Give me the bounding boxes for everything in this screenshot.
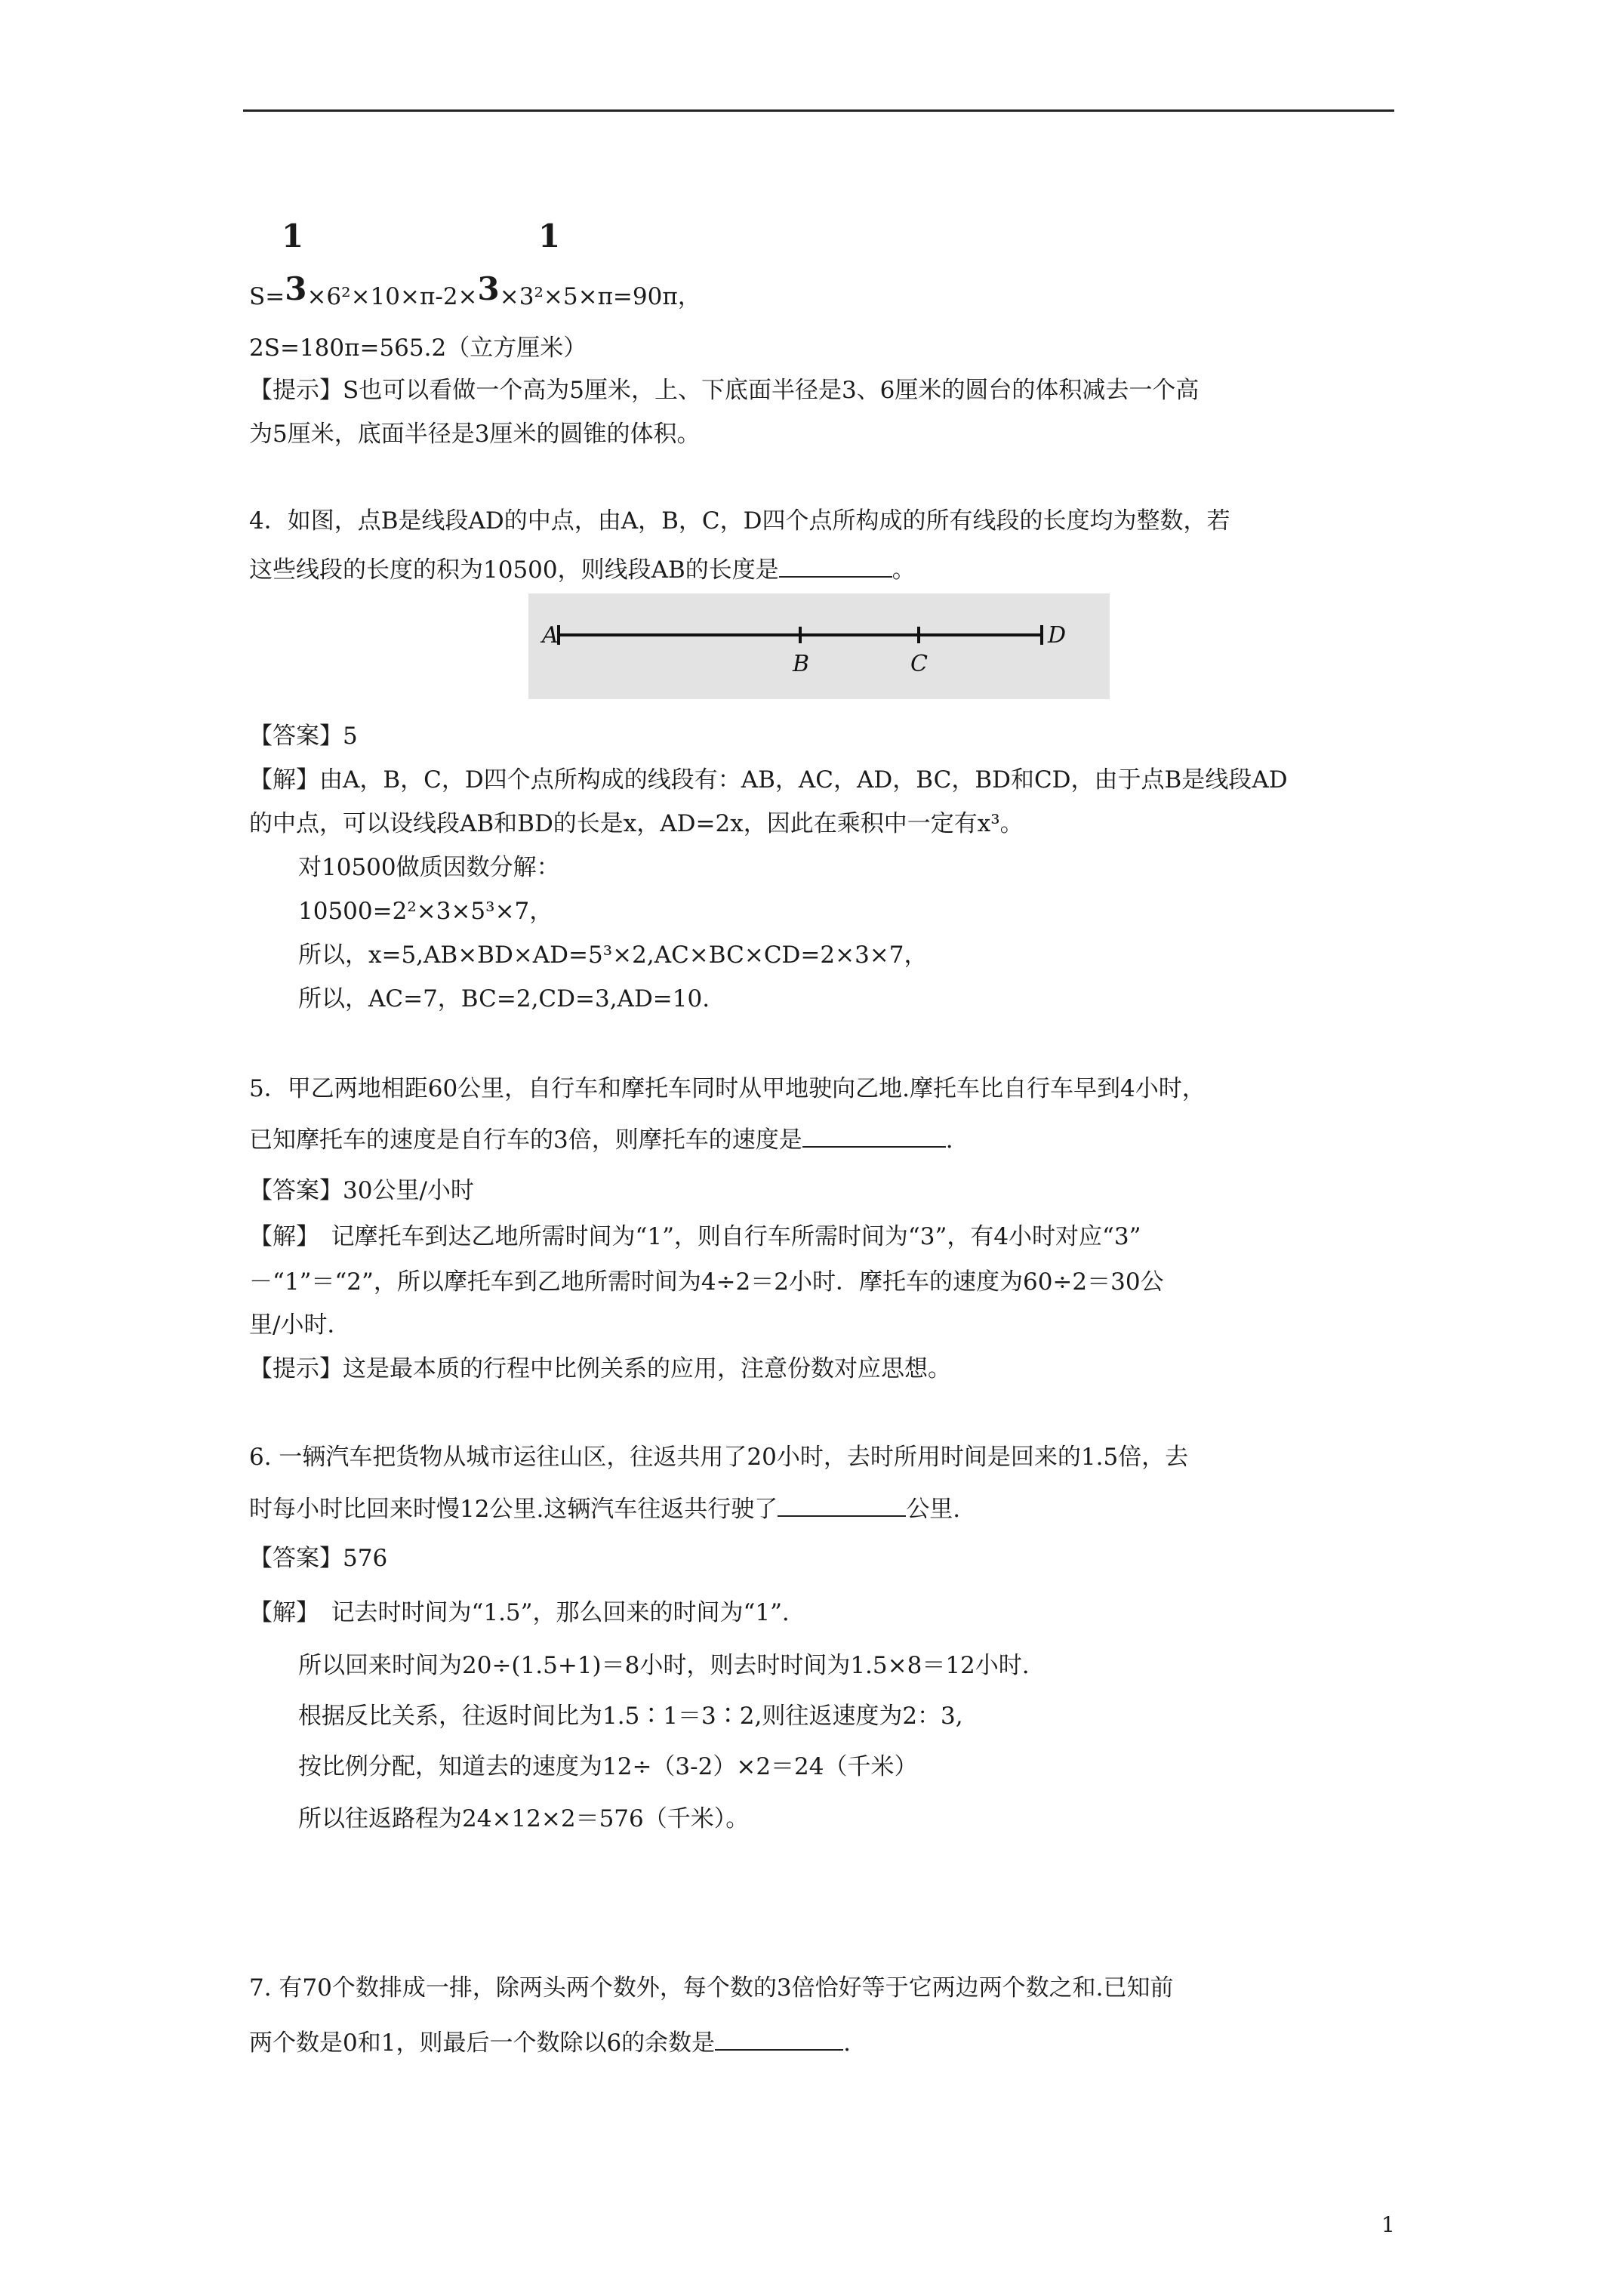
solution-4-line-1: 【解】由A，B，C，D四个点所构成的线段有：AB，AC，AD，BC，BD和CD，由于点B是线段AD [249, 766, 1288, 794]
fraction-1-numerator: 1 [282, 217, 304, 254]
line-segment-figure [528, 593, 1110, 699]
solution-4-line-4: 10500=2²×3×5³×7， [298, 898, 553, 925]
solution-4-line-6: 所以，AC=7，BC=2,CD=3,AD=10. [298, 985, 710, 1012]
hint-5: 【提示】这是最本质的行程中比例关系的应用，注意份数对应思想。 [249, 1355, 951, 1382]
solution-6-line-3: 根据反比关系，往返时间比为1.5∶1＝3∶2,则往返速度为2：3, [298, 1703, 963, 1730]
question-7-text: 两个数是0和1，则最后一个数除以6的余数是 [249, 2029, 716, 2057]
solution-6-line-4: 按比例分配，知道去的速度为12÷（3-2）×2＝24（千米） [298, 1753, 918, 1780]
solution-6-line-5: 所以往返路程为24×12×2＝576（千米）。 [298, 1805, 750, 1832]
solution-5-line-3: 里/小时． [249, 1311, 351, 1339]
double-volume-line: 2S=180π=565.2（立方厘米） [249, 334, 587, 362]
solution-4-line-2: 的中点，可以设线段AB和BD的长是x，AD=2x，因此在乘积中一定有x³。 [249, 810, 1024, 837]
solution-4-line-5: 所以，x=5,AB×BD×AD=5³×2,AC×BC×CD=2×3×7， [298, 942, 928, 969]
question-6-line-1: 6. 一辆汽车把货物从城市运往山区，往返共用了20小时，去时所用时间是回来的1.5倍，去 [249, 1444, 1189, 1471]
solution-6-line-1: 【解】 记去时时间为“1.5”，那么回来的时间为“1”. [249, 1599, 790, 1626]
page-number: 1 [1381, 2212, 1395, 2237]
formula-prefix: S= [249, 283, 285, 310]
question-7-end: . [843, 2029, 852, 2057]
answer-blank [779, 553, 892, 578]
label-d: D [1048, 622, 1067, 649]
answer-blank [778, 1493, 906, 1517]
question-6-end: 公里. [906, 1496, 961, 1523]
question-4-end: 。 [892, 556, 916, 584]
hint-3-line-2: 为5厘米，底面半径是3厘米的圆锥的体积。 [249, 421, 701, 448]
figure-background [528, 593, 1110, 699]
question-4-line-2 [249, 553, 916, 582]
fraction-2-numerator: 1 [538, 217, 561, 254]
solution-4-line-3: 对10500做质因数分解： [298, 854, 560, 881]
question-6-text: 时每小时比回来时慢12公里.这辆汽车往返共行驶了 [249, 1496, 778, 1523]
formula-part-1: ×6²×10×π-2× [306, 283, 478, 310]
label-c: C [910, 651, 928, 677]
header-rule [243, 109, 1394, 112]
volume-formula-line [249, 270, 701, 310]
question-7-line-1: 7. 有70个数排成一排，除两头两个数外，每个数的3倍恰好等于它两边两个数之和.已知前 [249, 1974, 1174, 2002]
answer-blank [802, 1123, 946, 1148]
question-7-line-2 [249, 2026, 851, 2055]
fraction-1-denominator: 3 [285, 270, 307, 307]
answer-4: 【答案】5 [249, 723, 358, 750]
fraction-2-denominator: 3 [477, 270, 500, 307]
question-5-line-1: 5．甲乙两地相距60公里，自行车和摩托车同时从甲地驶向乙地.摩托车比自行车早到4小时， [249, 1075, 1206, 1102]
question-5-end: . [945, 1126, 953, 1154]
solution-5-line-2: －“1”＝“2”，所以摩托车到乙地所需时间为4÷2＝2小时．摩托车的速度为60÷2＝30公 [249, 1268, 1164, 1296]
formula-part-2: ×3²×5×π=90π， [499, 283, 701, 310]
question-6-line-2 [249, 1493, 960, 1521]
hint-3-line-1: 【提示】S也可以看做一个高为5厘米，上、下底面半径是3、6厘米的圆台的体积减去一个高 [249, 377, 1200, 404]
solution-6-line-2: 所以回来时间为20÷(1.5+1)＝8小时，则去时时间为1.5×8＝12小时. [298, 1652, 1030, 1679]
label-b: B [793, 651, 810, 677]
question-4-text: 这些线段的长度的积为10500，则线段AB的长度是 [249, 556, 779, 584]
solution-5-line-1: 【解】 记摩托车到达乙地所需时间为“1”，则自行车所需时间为“3”，有4小时对应“3” [249, 1223, 1141, 1250]
label-a: A [542, 622, 559, 649]
question-4-line-1: 4．如图，点B是线段AD的中点，由A，B，C，D四个点所构成的所有线段的长度均为整数，若 [249, 507, 1230, 535]
question-5-text: 已知摩托车的速度是自行车的3倍，则摩托车的速度是 [249, 1126, 802, 1154]
answer-6: 【答案】576 [249, 1545, 388, 1572]
answer-5: 【答案】30公里/小时 [249, 1177, 474, 1204]
answer-blank [715, 2026, 843, 2051]
question-5-line-2 [249, 1123, 953, 1152]
